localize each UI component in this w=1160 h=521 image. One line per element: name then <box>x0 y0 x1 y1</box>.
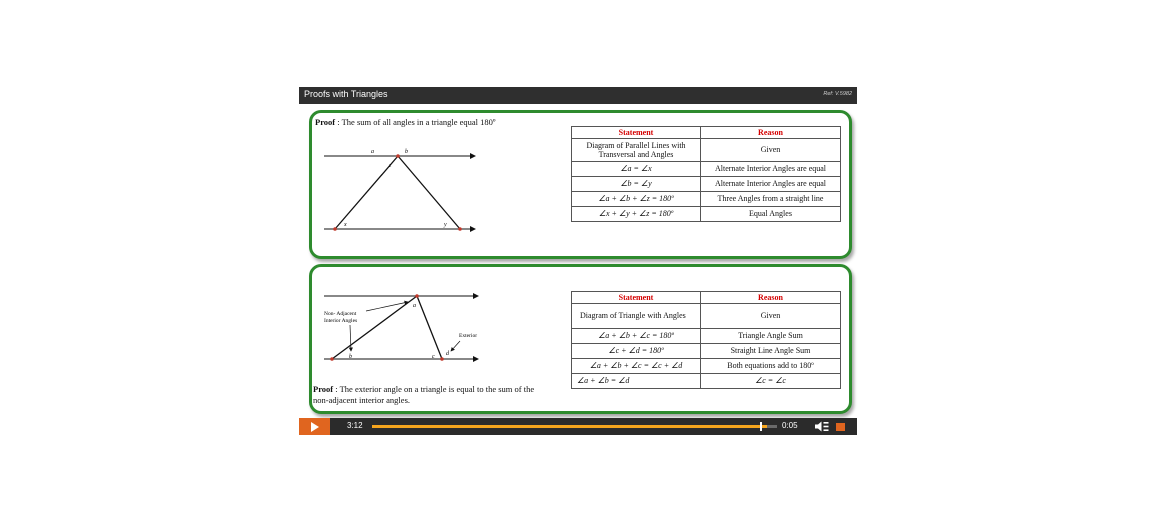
proof-statement: Proof : The exterior angle on a triangle is equal to the sum of the non-adjacent interior angles. <box>313 384 535 405</box>
play-icon <box>311 422 319 432</box>
lesson-title: Proofs with Triangles <box>304 89 388 99</box>
label-z: z <box>389 163 392 169</box>
statement-cell: ∠a + ∠b + ∠z = 180º <box>572 192 701 207</box>
proof-statement: Proof : The sum of all angles in a triangle equal 180º <box>315 117 496 127</box>
reason-cell: Alternate Interior Angles are equal <box>701 177 841 192</box>
exterior-angle-triangle-diagram <box>320 289 485 369</box>
play-button[interactable] <box>299 418 330 435</box>
label-exterior: Exterior <box>459 333 478 339</box>
statement-cell: ∠a + ∠b = ∠d <box>572 374 701 389</box>
table-row <box>572 177 841 192</box>
proof-panel-triangle-sum <box>309 110 852 259</box>
proof-table-1 <box>571 126 841 222</box>
table-row <box>572 374 841 389</box>
statement-cell: ∠a + ∠b + ∠c = 180º <box>572 329 701 344</box>
reason-cell: Triangle Angle Sum <box>701 329 841 344</box>
header-reason: Reason <box>701 292 841 304</box>
reason-cell: Alternate Interior Angles are equal <box>701 162 841 177</box>
table-row <box>572 329 841 344</box>
table-row <box>572 207 841 222</box>
table-row <box>572 192 841 207</box>
label-a: a <box>371 149 374 155</box>
table-row <box>572 359 841 374</box>
progress-bar[interactable] <box>372 425 777 428</box>
label-non-adjacent: Non- Adjacent <box>324 311 357 317</box>
label-a: a <box>413 303 416 309</box>
label-b: b <box>349 354 352 360</box>
elapsed-time: 3:12 <box>347 421 363 430</box>
label-y: y <box>444 222 447 228</box>
reason-cell: Three Angles from a straight line <box>701 192 841 207</box>
reason-cell: ∠c = ∠c <box>701 374 841 389</box>
statement-cell: ∠x + ∠y + ∠z = 180º <box>572 207 701 222</box>
parallel-lines-triangle-diagram <box>320 143 480 239</box>
reason-cell: Both equations add to 180º <box>701 359 841 374</box>
table-row <box>572 139 841 162</box>
slide-area <box>299 104 857 418</box>
progress-handle[interactable] <box>760 422 762 431</box>
header-reason: Reason <box>701 127 841 139</box>
table-header-row <box>572 292 841 304</box>
progress-fill <box>372 425 767 428</box>
label-x: x <box>344 222 347 228</box>
statement-cell: ∠b = ∠y <box>572 177 701 192</box>
reason-cell: Given <box>701 139 841 162</box>
label-interior-angles: Interior Angles <box>324 318 358 324</box>
proof-table-2 <box>571 291 841 389</box>
table-row <box>572 344 841 359</box>
label-c: c <box>432 354 435 360</box>
statement-cell: ∠c + ∠d = 180º <box>572 344 701 359</box>
statement-cell: ∠a + ∠b + ∠c = ∠c + ∠d <box>572 359 701 374</box>
table-header-row <box>572 127 841 139</box>
table-row <box>572 304 841 329</box>
table-row <box>572 162 841 177</box>
video-player <box>299 87 857 435</box>
proof-panel-exterior-angle <box>309 264 852 414</box>
volume-icon[interactable] <box>815 421 830 432</box>
label-b: b <box>405 149 408 155</box>
captions-icon[interactable] <box>836 423 845 431</box>
statement-cell: ∠a = ∠x <box>572 162 701 177</box>
remaining-time: 0:05 <box>782 421 798 430</box>
title-bar <box>299 87 857 104</box>
label-d: d <box>446 351 449 357</box>
reason-cell: Given <box>701 304 841 329</box>
reason-cell: Straight Line Angle Sum <box>701 344 841 359</box>
reason-cell: Equal Angles <box>701 207 841 222</box>
reference-code: Ref: V.5982 <box>823 91 852 97</box>
statement-cell: Diagram of Triangle with Angles <box>572 304 701 329</box>
header-statement: Statement <box>572 292 701 304</box>
header-statement: Statement <box>572 127 701 139</box>
playback-controls <box>299 418 857 435</box>
statement-cell: Diagram of Parallel Lines with Transversal and Angles <box>572 139 701 162</box>
